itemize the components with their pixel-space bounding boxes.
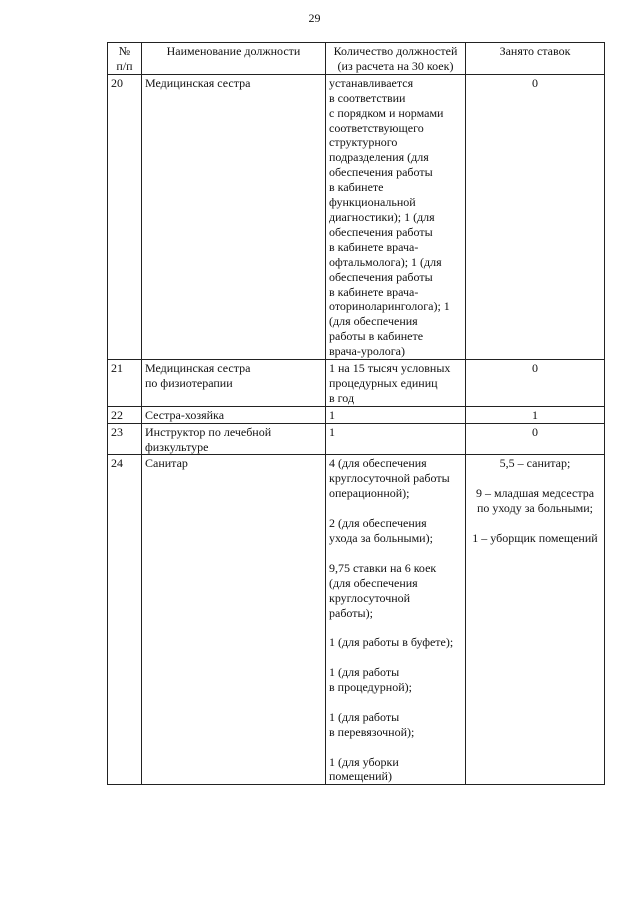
header-position-name: Наименование должности (142, 43, 326, 75)
position-count-item: 4 (для обеспечения круглосуточной работы операционной); (329, 456, 450, 501)
occupied-rates-item: 1 (532, 407, 538, 422)
position-count-item: 1 (для работы в перевязочной); (329, 709, 415, 739)
position-count-item: 9,75 ставки на 6 коек (для обеспечения круглосуточной работы); (329, 560, 437, 620)
position-count-item: устанавливается в соответствии с порядком и нормами соответствующего структурного подразделения (для обеспечения работы в кабинете функциональной диагностики); 1 (для обеспечения работы в кабинете врача- офтальмолога); 1 (для обеспечения работы в кабинете врача- оториноларинголога); 1 (для обеспечения работы в кабинете врача-уролога) (329, 75, 450, 359)
row-number: 23 (108, 423, 142, 455)
row-number: 24 (108, 455, 142, 785)
header-occupied-rates: Занято ставок (466, 43, 605, 75)
position-name: Медицинская сестра (142, 74, 326, 359)
table-row (108, 74, 605, 359)
row-number: 22 (108, 406, 142, 423)
row-number: 21 (108, 360, 142, 407)
occupied-rates-item: 0 (532, 424, 538, 439)
occupied-rates-item: 1 – уборщик помещений (472, 530, 598, 545)
row-number: 20 (108, 74, 142, 359)
position-count-item: 1 (329, 407, 335, 422)
position-name: Медицинская сестра по физиотерапии (142, 360, 326, 407)
position-name: Инструктор по лечебной физкультуре (142, 423, 326, 455)
occupied-rates (466, 423, 605, 455)
table-header-row (108, 43, 605, 75)
position-count-item: 1 на 15 тысяч условных процедурных единиц в год (329, 361, 451, 405)
header-position-count: Количество должностей (из расчета на 30 коек) (326, 43, 466, 75)
position-count-item: 1 (для уборки помещений) (329, 754, 399, 784)
position-count-item: 1 (для работы в буфете); (329, 635, 454, 650)
occupied-rates-item: 9 – младшая медсестра по уходу за больными; (475, 486, 595, 516)
occupied-rates-item: 0 (532, 75, 538, 90)
position-count (326, 423, 466, 455)
header-number: № п/п (108, 43, 142, 75)
position-count-item: 1 (для работы в процедурной); (329, 665, 412, 694)
occupied-rates (466, 74, 605, 359)
table-row (108, 423, 605, 455)
occupied-rates (466, 455, 605, 785)
occupied-rates (466, 406, 605, 423)
page-number: 29 (308, 11, 321, 25)
occupied-rates-item: 0 (532, 361, 538, 376)
position-count-item: 2 (для обеспечения ухода за больными); (329, 516, 433, 545)
occupied-rates (466, 360, 605, 407)
occupied-rates-item: 5,5 – санитар; (499, 456, 571, 471)
table-row (108, 455, 605, 785)
position-count (326, 406, 466, 423)
position-count (326, 455, 466, 785)
position-name: Санитар (142, 455, 326, 785)
position-name: Сестра-хозяйка (142, 406, 326, 423)
position-count-item: 1 (329, 424, 335, 439)
position-count (326, 360, 466, 407)
staffing-table (107, 42, 605, 785)
table-row (108, 406, 605, 423)
position-count (326, 74, 466, 359)
table-row (108, 360, 605, 407)
